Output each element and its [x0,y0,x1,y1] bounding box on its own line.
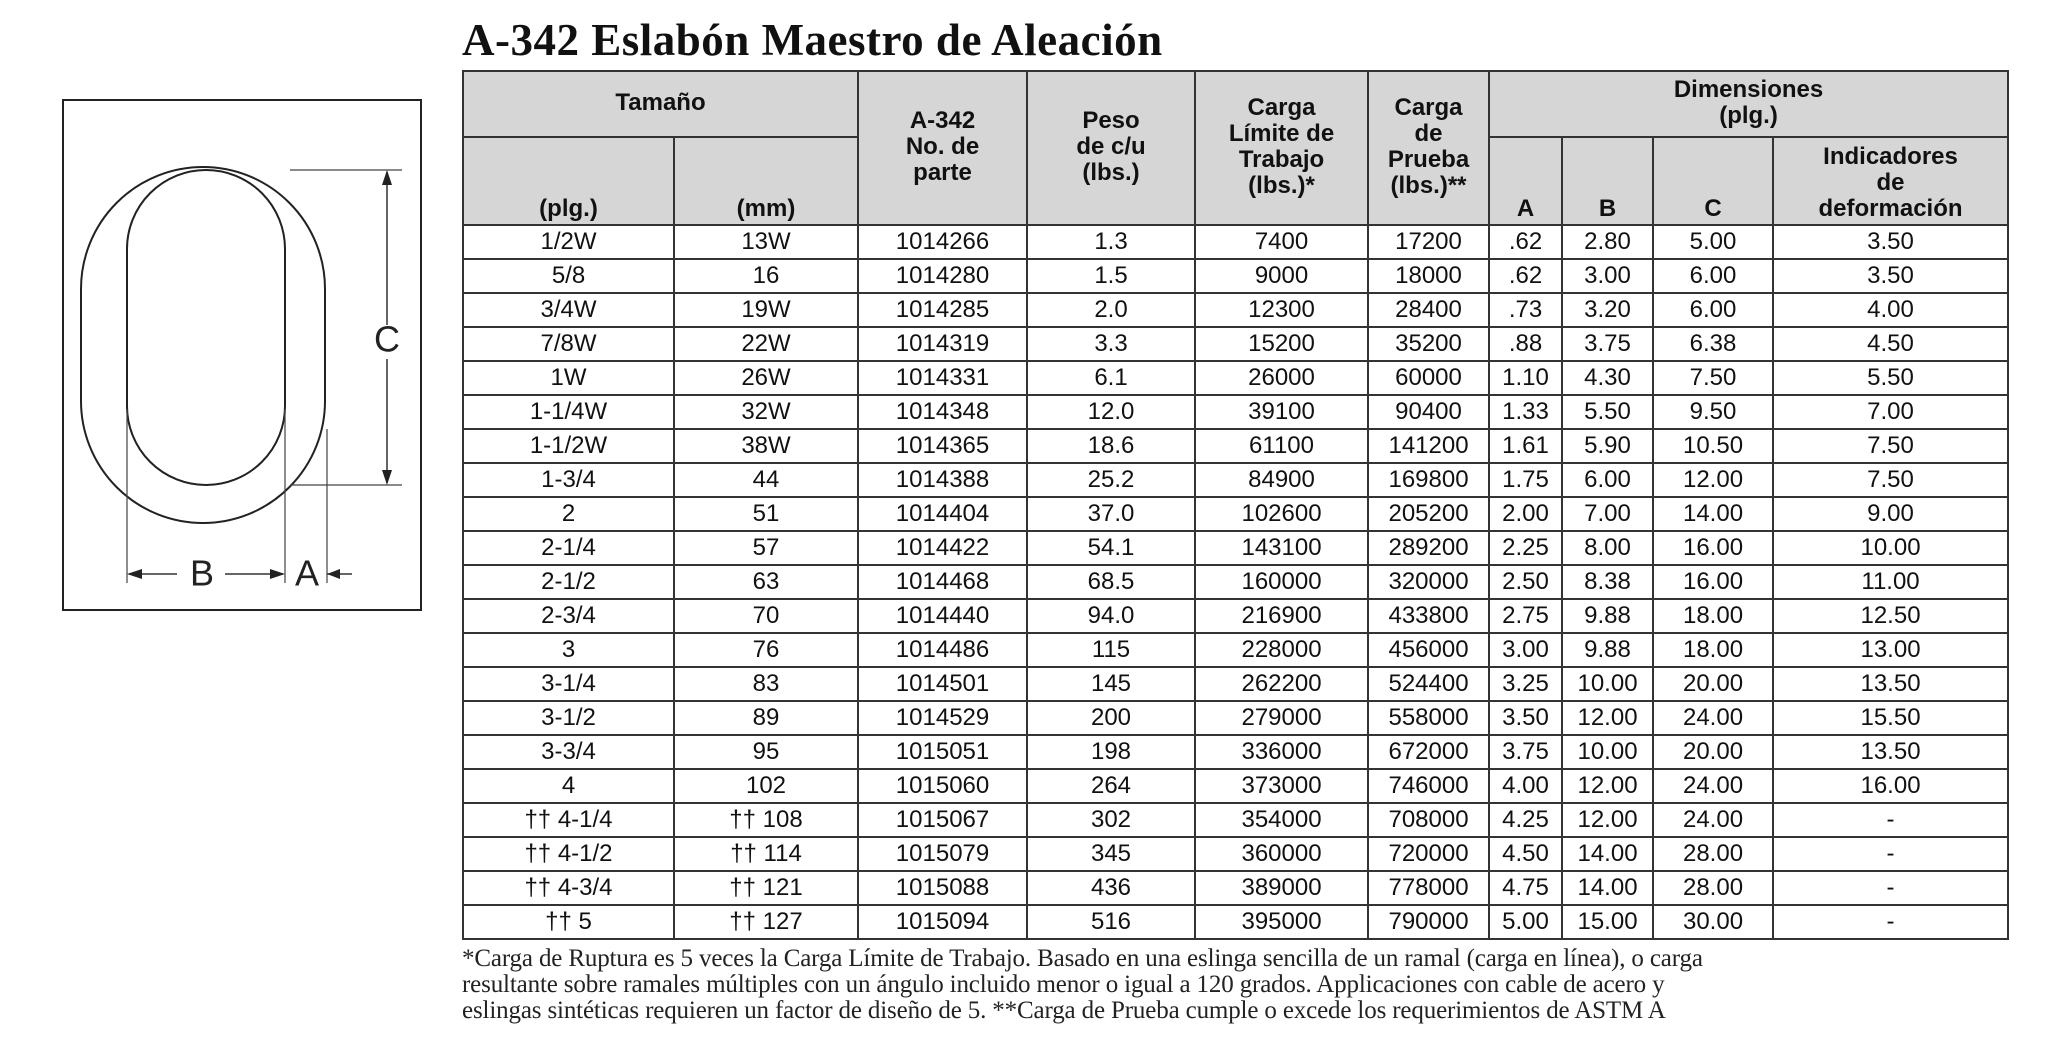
header-proof-load: Carga de Prueba (lbs.)** [1368,71,1489,225]
table-cell: 2.80 [1562,225,1653,259]
table-cell: 6.00 [1562,463,1653,497]
table-cell: 2.0 [1027,293,1195,327]
table-cell: †† 4-1/4 [463,803,674,837]
table-cell: 35200 [1368,327,1489,361]
table-cell: 345 [1027,837,1195,871]
table-cell: 1014404 [858,497,1027,531]
table-cell: 354000 [1195,803,1368,837]
dimension-label-b: B [189,552,215,594]
table-cell: 9.00 [1773,497,2008,531]
table-cell: 2-1/4 [463,531,674,565]
page-title: A-342 Eslabón Maestro de Aleación [462,15,1163,65]
table-cell: 13.50 [1773,735,2008,769]
table-cell: 3.3 [1027,327,1195,361]
table-row [463,803,2008,837]
master-link-diagram [62,99,422,611]
table-cell: 1014365 [858,429,1027,463]
table-cell: 6.00 [1653,293,1773,327]
table-cell: - [1773,803,2008,837]
table-cell: 1.33 [1489,395,1562,429]
header-weight: Peso de c/u (lbs.) [1027,71,1195,225]
table-cell: 1.5 [1027,259,1195,293]
table-cell: 10.50 [1653,429,1773,463]
table-cell: 389000 [1195,871,1368,905]
table-cell: 90400 [1368,395,1489,429]
table-cell: 4.00 [1489,769,1562,803]
table-cell: 61100 [1195,429,1368,463]
table-cell: 2.25 [1489,531,1562,565]
table-cell: 12.00 [1562,769,1653,803]
table-cell: 302 [1027,803,1195,837]
table-cell: 15.00 [1562,905,1653,939]
table-cell: 2-1/2 [463,565,674,599]
table-cell: 3/4W [463,293,674,327]
table-cell: †† 108 [674,803,858,837]
header-plg: (plg.) [463,137,674,225]
table-cell: 14.00 [1562,837,1653,871]
table-cell: 279000 [1195,701,1368,735]
spec-table [462,70,2009,940]
header-deformation-indicators: Indicadores de deformación [1773,137,2008,225]
header-mm: (mm) [674,137,858,225]
table-cell: 51 [674,497,858,531]
table-cell: 16.00 [1653,565,1773,599]
table-cell: 672000 [1368,735,1489,769]
table-cell: 4.75 [1489,871,1562,905]
table-cell: 790000 [1368,905,1489,939]
table-row [463,259,2008,293]
table-cell: 102 [674,769,858,803]
table-cell: 336000 [1195,735,1368,769]
table-cell: 94.0 [1027,599,1195,633]
table-cell: 1014266 [858,225,1027,259]
footnote [462,946,2022,1024]
table-cell: 4.50 [1773,327,2008,361]
table-cell: 2.50 [1489,565,1562,599]
table-cell: 1014388 [858,463,1027,497]
table-cell: 6.00 [1653,259,1773,293]
table-cell: 13.50 [1773,667,2008,701]
table-cell: 2.00 [1489,497,1562,531]
table-row [463,599,2008,633]
table-row [463,565,2008,599]
table-cell: 3-1/4 [463,667,674,701]
table-cell: 10.00 [1773,531,2008,565]
table-cell: 12.00 [1562,701,1653,735]
table-cell: 57 [674,531,858,565]
table-cell: - [1773,871,2008,905]
table-cell: - [1773,837,2008,871]
table-cell: 2 [463,497,674,531]
table-row [463,327,2008,361]
table-cell: 3.50 [1773,225,2008,259]
table-cell: 20.00 [1653,667,1773,701]
table-cell: 1.10 [1489,361,1562,395]
table-cell: 26W [674,361,858,395]
table-row [463,871,2008,905]
table-cell: 1014319 [858,327,1027,361]
table-cell: 16 [674,259,858,293]
table-cell: 228000 [1195,633,1368,667]
table-cell: 360000 [1195,837,1368,871]
table-cell: 160000 [1195,565,1368,599]
footnote-line: *Carga de Ruptura es 5 veces la Carga Límite de Trabajo. Basado en una eslinga sencilla de un ramal (carga en línea), o carga [462,945,1703,972]
table-cell: 1015094 [858,905,1027,939]
table-cell: 5.00 [1653,225,1773,259]
table-cell: 115 [1027,633,1195,667]
table-cell: †† 5 [463,905,674,939]
table-cell: 7.00 [1562,497,1653,531]
table-cell: 26000 [1195,361,1368,395]
table-cell: 5/8 [463,259,674,293]
table-cell: 720000 [1368,837,1489,871]
table-cell: 18.00 [1653,599,1773,633]
dimension-label-c: C [374,318,400,360]
table-cell: 3.50 [1489,701,1562,735]
table-cell: 37.0 [1027,497,1195,531]
table-cell: 708000 [1368,803,1489,837]
table-cell: 3.00 [1489,633,1562,667]
table-cell: 7.50 [1773,463,2008,497]
table-cell: 1.75 [1489,463,1562,497]
table-cell: 6.38 [1653,327,1773,361]
table-cell: 1015051 [858,735,1027,769]
table-cell: 169800 [1368,463,1489,497]
table-cell: 7/8W [463,327,674,361]
table-cell: 16.00 [1653,531,1773,565]
table-row [463,701,2008,735]
table-cell: 2.75 [1489,599,1562,633]
table-cell: 4.30 [1562,361,1653,395]
table-row [463,633,2008,667]
footnote-line: resultante sobre ramales múltiples con un ángulo incluido menor o igual a 120 grados. Applicaciones con cable de acero y [462,971,1665,998]
table-cell: 19W [674,293,858,327]
table-row [463,769,2008,803]
table-cell: 18.00 [1653,633,1773,667]
table-row [463,837,2008,871]
table-cell: 22W [674,327,858,361]
table-cell: 1014468 [858,565,1027,599]
table-cell: 17200 [1368,225,1489,259]
table-cell: 39100 [1195,395,1368,429]
table-cell: 3.50 [1773,259,2008,293]
table-cell: 1014486 [858,633,1027,667]
table-cell: 24.00 [1653,803,1773,837]
table-cell: 20.00 [1653,735,1773,769]
table-cell: 15200 [1195,327,1368,361]
header-dim-b: B [1562,137,1653,225]
table-cell: 13.00 [1773,633,2008,667]
table-cell: 1015060 [858,769,1027,803]
table-row [463,497,2008,531]
table-cell: 1015079 [858,837,1027,871]
header-dim-c: C [1653,137,1773,225]
table-cell: 10.00 [1562,735,1653,769]
table-cell: 6.1 [1027,361,1195,395]
table-cell: 83 [674,667,858,701]
table-cell: 1.3 [1027,225,1195,259]
table-cell: 1014440 [858,599,1027,633]
table-cell: 5.50 [1562,395,1653,429]
table-cell: 68.5 [1027,565,1195,599]
table-cell: 1.61 [1489,429,1562,463]
table-cell: 28.00 [1653,871,1773,905]
table-cell: 1-1/4W [463,395,674,429]
table-cell: .62 [1489,225,1562,259]
table-cell: 4.25 [1489,803,1562,837]
table-cell: 24.00 [1653,769,1773,803]
table-cell: 456000 [1368,633,1489,667]
table-row [463,531,2008,565]
table-cell: 524400 [1368,667,1489,701]
table-cell: 264 [1027,769,1195,803]
table-cell: 84900 [1195,463,1368,497]
table-cell: 1014331 [858,361,1027,395]
table-cell: 289200 [1368,531,1489,565]
table-cell: †† 121 [674,871,858,905]
table-cell: 143100 [1195,531,1368,565]
table-cell: 3.25 [1489,667,1562,701]
table-row [463,225,2008,259]
table-cell: 5.50 [1773,361,2008,395]
footnote-line: eslingas sintéticas requieren un factor de diseño de 5. **Carga de Prueba cumple o excede los requerimientos de ASTM A [462,997,1666,1024]
table-cell: 3.75 [1489,735,1562,769]
table-cell: 198 [1027,735,1195,769]
table-cell: 1014348 [858,395,1027,429]
table-cell: 320000 [1368,565,1489,599]
table-cell: 38W [674,429,858,463]
table-cell: 25.2 [1027,463,1195,497]
header-tamano: Tamaño [463,71,858,137]
table-cell: 1014422 [858,531,1027,565]
table-cell: 12.00 [1562,803,1653,837]
link-outer-outline [81,167,325,523]
table-cell: 24.00 [1653,701,1773,735]
table-cell: 9.50 [1653,395,1773,429]
table-cell: - [1773,905,2008,939]
table-cell: 9000 [1195,259,1368,293]
table-cell: 746000 [1368,769,1489,803]
table-row [463,395,2008,429]
table-cell: 7400 [1195,225,1368,259]
table-cell: 12300 [1195,293,1368,327]
table-cell: †† 4-3/4 [463,871,674,905]
table-row [463,361,2008,395]
table-cell: 395000 [1195,905,1368,939]
table-cell: 3-3/4 [463,735,674,769]
table-cell: 1-3/4 [463,463,674,497]
link-inner-outline [127,170,285,485]
table-cell: 30.00 [1653,905,1773,939]
table-cell: 13W [674,225,858,259]
header-dimensions: Dimensiones (plg.) [1489,71,2008,137]
table-row [463,735,2008,769]
header-dim-a: A [1489,137,1562,225]
table-cell: 1014285 [858,293,1027,327]
table-cell: 70 [674,599,858,633]
table-cell: 4.50 [1489,837,1562,871]
table-cell: 1015088 [858,871,1027,905]
table-cell: 14.00 [1653,497,1773,531]
table-cell: 262200 [1195,667,1368,701]
table-cell: 76 [674,633,858,667]
table-cell: 9.88 [1562,633,1653,667]
table-cell: †† 114 [674,837,858,871]
table-body [463,225,2008,939]
table-cell: 145 [1027,667,1195,701]
table-cell: 3.20 [1562,293,1653,327]
table-cell: 28.00 [1653,837,1773,871]
table-cell: 7.00 [1773,395,2008,429]
table-cell: 44 [674,463,858,497]
table-cell: 5.90 [1562,429,1653,463]
table-cell: .73 [1489,293,1562,327]
table-cell: 1-1/2W [463,429,674,463]
table-cell: 7.50 [1653,361,1773,395]
table-cell: 141200 [1368,429,1489,463]
table-cell: 10.00 [1562,667,1653,701]
table-cell: 3.75 [1562,327,1653,361]
table-cell: †† 4-1/2 [463,837,674,871]
table-cell: 1014280 [858,259,1027,293]
table-cell: 14.00 [1562,871,1653,905]
table-cell: 12.00 [1653,463,1773,497]
table-cell: 8.38 [1562,565,1653,599]
table-cell: 11.00 [1773,565,2008,599]
table-cell: 216900 [1195,599,1368,633]
table-row [463,905,2008,939]
table-cell: 516 [1027,905,1195,939]
table-cell: 433800 [1368,599,1489,633]
table-cell: 15.50 [1773,701,2008,735]
table-cell: 9.88 [1562,599,1653,633]
table-cell: 1W [463,361,674,395]
table-cell: 205200 [1368,497,1489,531]
table-cell: 95 [674,735,858,769]
table-cell: 28400 [1368,293,1489,327]
table-row [463,667,2008,701]
table-cell: .88 [1489,327,1562,361]
table-row [463,293,2008,327]
dimension-label-a: A [294,552,320,594]
table-cell: 16.00 [1773,769,2008,803]
table-cell: 5.00 [1489,905,1562,939]
table-cell: 1014501 [858,667,1027,701]
table-cell: 1014529 [858,701,1027,735]
table-cell: 102600 [1195,497,1368,531]
table-cell: 60000 [1368,361,1489,395]
table-cell: 54.1 [1027,531,1195,565]
table-cell: 3 [463,633,674,667]
table-row [463,429,2008,463]
table-cell: 3-1/2 [463,701,674,735]
table-cell: 32W [674,395,858,429]
table-cell: 89 [674,701,858,735]
table-cell: 558000 [1368,701,1489,735]
diagram-frame [63,100,421,610]
table-cell: 436 [1027,871,1195,905]
table-cell: 18000 [1368,259,1489,293]
header-working-load-limit: Carga Límite de Trabajo (lbs.)* [1195,71,1368,225]
table-cell: 4 [463,769,674,803]
table-cell: 2-3/4 [463,599,674,633]
table-cell: 200 [1027,701,1195,735]
table-cell: 1015067 [858,803,1027,837]
table-cell: †† 127 [674,905,858,939]
table-cell: 12.0 [1027,395,1195,429]
table-cell: 4.00 [1773,293,2008,327]
table-cell: 63 [674,565,858,599]
table-cell: 12.50 [1773,599,2008,633]
table-cell: .62 [1489,259,1562,293]
table-cell: 1/2W [463,225,674,259]
table-cell: 18.6 [1027,429,1195,463]
table-cell: 3.00 [1562,259,1653,293]
table-row [463,463,2008,497]
table-cell: 778000 [1368,871,1489,905]
table-cell: 373000 [1195,769,1368,803]
table-cell: 8.00 [1562,531,1653,565]
table-cell: 7.50 [1773,429,2008,463]
header-part-number: A-342 No. de parte [858,71,1027,225]
